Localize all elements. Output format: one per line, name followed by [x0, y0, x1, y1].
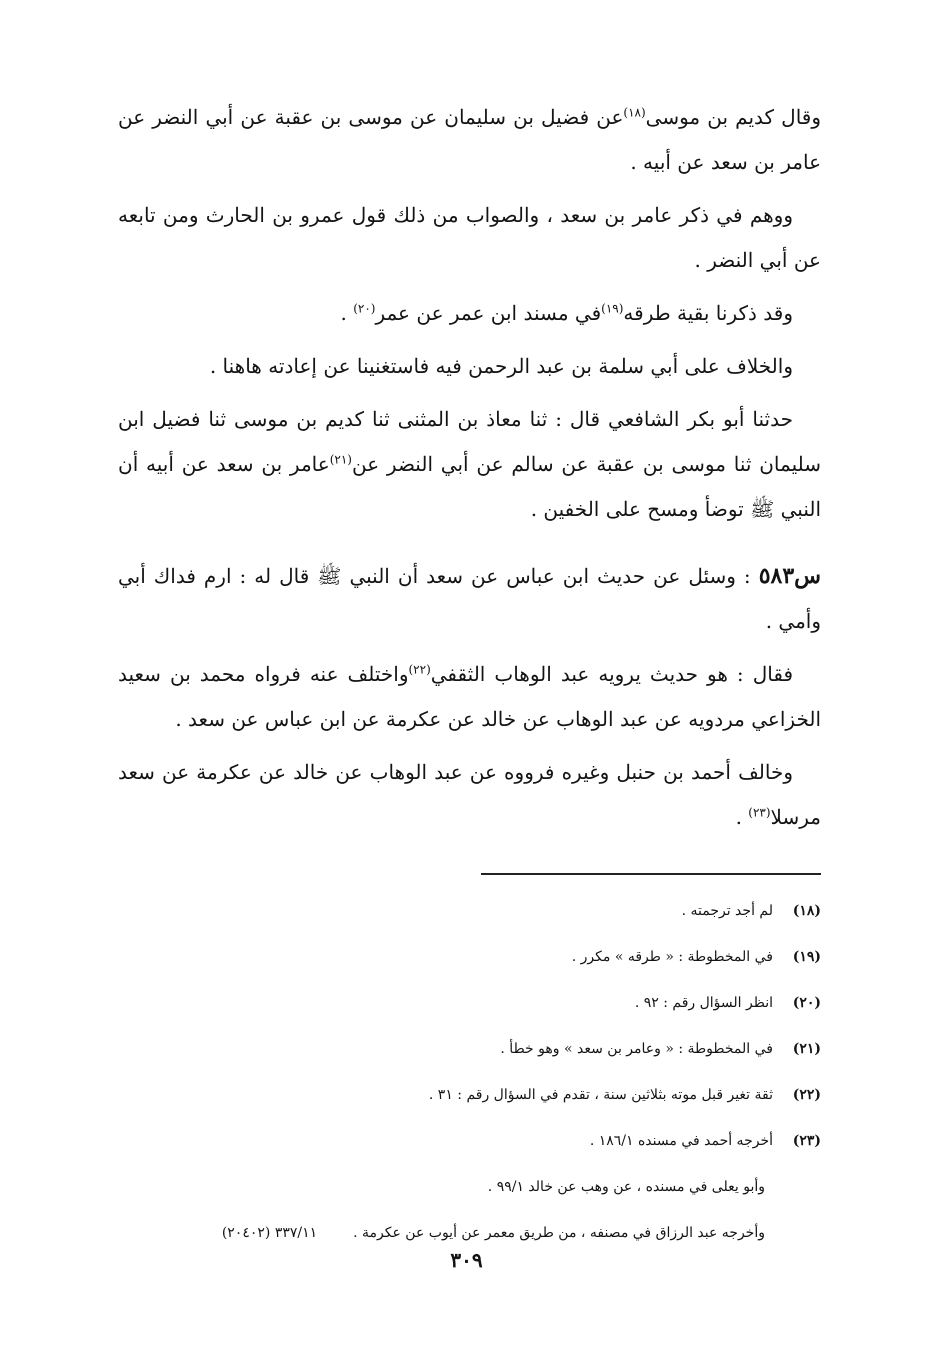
footnote-number: (١٨) [792, 903, 821, 919]
page-number: ٣٠٩ [450, 1248, 483, 1272]
footnote-number: (٢٢) [792, 1087, 821, 1103]
question-number: س٥٨٣ [758, 563, 821, 589]
footnote-number: (١٩) [792, 949, 821, 965]
footnote-ref: (٢٠) [353, 301, 376, 316]
footnote-text: وأخرجه عبد الرزاق في مصنفه ، من طريق معمر عن أيوب عن عكرمة . [353, 1225, 765, 1241]
paragraph-text: وخالف أحمد بن حنبل وغيره فرووه عن عبد الوهاب عن خالد عن عكرمة عن سعد مرسلا [118, 760, 821, 829]
paragraph-text: واختلف عنه فرواه محمد بن سعيد الخزاعي مردويه عن عبد الوهاب عن خالد عن عكرمة عن ابن عباس عن سعد . [118, 662, 821, 731]
paragraph [118, 291, 821, 336]
footnote-text: في المخطوطة : « وعامر بن سعد » وهو خطأ . [500, 1041, 773, 1057]
paragraph-text: . [735, 805, 749, 829]
footnote-text: أخرجه أحمد في مسنده ١٨٦/١ . [589, 1133, 773, 1149]
paragraph [118, 397, 821, 532]
footnotes [118, 888, 821, 1256]
paragraph-text: وقد ذكرنا بقية طرقه [623, 301, 793, 325]
footnote [118, 980, 821, 1026]
footnote-ref: (١٨) [623, 105, 646, 120]
footnote [118, 934, 821, 980]
footnote [118, 1026, 821, 1072]
footnote-text: لم أجد ترجمته . [681, 903, 773, 919]
footnote [118, 1072, 821, 1118]
paragraph-text: في مسند ابن عمر عن عمر [375, 301, 602, 325]
footnote-ref: (١٩) [601, 301, 624, 316]
question-text: : وسئل عن حديث ابن عباس عن سعد أن النبي ﷺ قال له : ارم فداك أبي وأمي . [118, 564, 821, 633]
paragraph [118, 193, 821, 283]
answer-paragraph [118, 652, 821, 742]
question-paragraph [118, 554, 821, 644]
footnote [118, 1118, 821, 1164]
footnote-ref: (٢٢) [408, 662, 431, 677]
paragraph-text: عامر بن سعد عن أبيه أن النبي ﷺ توضأ ومسح على الخفين . [118, 452, 821, 521]
footnote-text: ثقة تغير قبل موته بثلاثين سنة ، تقدم في السؤال رقم : ٣١ . [428, 1087, 773, 1103]
footnote-number: (٢٠) [792, 995, 821, 1011]
footnote-continuation [118, 1164, 765, 1210]
paragraph-text: فقال : هو حديث يرويه عبد الوهاب الثقفي [430, 662, 793, 686]
footnote-divider [481, 873, 821, 875]
main-text [118, 95, 821, 848]
footnote-ref: (٢٣) [748, 805, 771, 820]
footnote-text: وأبو يعلى في مسنده ، عن وهب عن خالد ٩٩/١ . [487, 1179, 765, 1195]
paragraph [118, 344, 821, 389]
footnote-number: (٢١) [792, 1041, 821, 1057]
paragraph-text: . [340, 301, 354, 325]
footnote-text: انظر السؤال رقم : ٩٢ . [634, 995, 773, 1011]
paragraph-text: عن فضيل بن سليمان عن موسى بن عقبة عن أبي النضر عن عامر بن سعد عن أبيه . [118, 105, 821, 174]
footnote [118, 888, 821, 934]
footnote-text: في المخطوطة : « طرقه » مكرر . [571, 949, 773, 965]
footnote-number: (٢٣) [792, 1133, 821, 1149]
footnote-ref: (٢١) [329, 452, 352, 467]
answer-paragraph [118, 750, 821, 840]
paragraph-text: والخلاف على أبي سلمة بن عبد الرحمن فيه فاستغنينا عن إعادته هاهنا . [209, 354, 793, 378]
paragraph-text: حدثنا أبو بكر الشافعي قال : ثنا معاذ بن المثنى ثنا كديم بن موسى ثنا فضيل ابن سليمان ثنا موسى بن عقبة عن سالم عن أبي النضر عن [118, 407, 822, 476]
footnote-reference: ٣٣٧/١١ (٢٠٤٠٢) [221, 1225, 318, 1241]
paragraph-text: وقال كديم بن موسى [645, 105, 822, 129]
paragraph [118, 95, 821, 185]
paragraph-text: ووهم في ذكر عامر بن سعد ، والصواب من ذلك قول عمرو بن الحارث ومن تابعه عن أبي النضر . [118, 203, 821, 272]
